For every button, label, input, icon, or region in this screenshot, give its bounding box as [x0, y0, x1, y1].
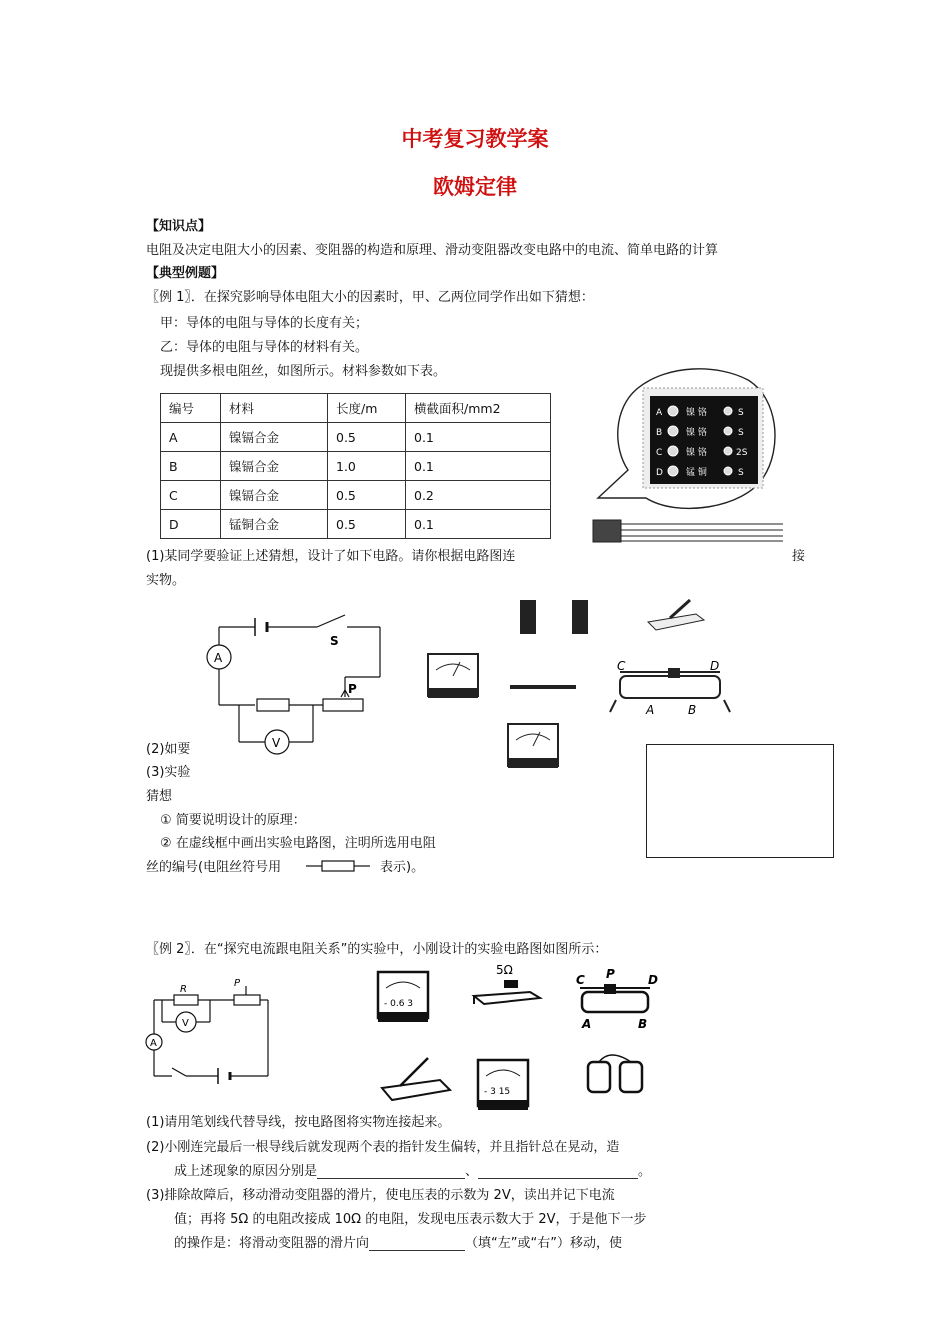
material-table: [160, 393, 551, 539]
rheostat-label-b: B: [688, 703, 697, 717]
board-size: S: [738, 428, 744, 438]
rheostat-label-b: B: [638, 1017, 648, 1031]
board-label-c: C: [656, 448, 663, 458]
table-header-row: [161, 394, 551, 423]
example1-q2: (2)如要: [146, 742, 191, 757]
board-material: 镍 铬: [686, 428, 707, 438]
rheostat-label-c: C: [576, 973, 585, 987]
table-header: 横截面积/mm2: [406, 394, 551, 423]
board-size: 2S: [736, 448, 748, 458]
table-cell: 0.5: [328, 481, 406, 510]
resistor-value-label: 5Ω: [496, 963, 513, 977]
table-cell: 1.0: [328, 452, 406, 481]
example2-q3-cont: 值；再将 5Ω 的电阻改接成 10Ω 的电阻，发现电压表示数大于 2V，于是他下一步: [174, 1212, 647, 1227]
example2-q2-sep: 、: [465, 1164, 479, 1179]
example2-q3-cont2-end: （填“左”或“右”）移动，使: [465, 1236, 622, 1251]
table-cell: 镍镉合金: [221, 452, 328, 481]
switch-label: S: [330, 634, 339, 648]
examples-heading: 【典型例题】: [146, 266, 225, 281]
knowledge-heading: 【知识点】: [146, 219, 212, 234]
resistor-5ohm-icon: [474, 963, 540, 1004]
knowledge-text: 电阻及决定电阻大小的因素、变阻器的构造和原理、滑动变阻器改变电路中的电流、简单电路的计算: [146, 243, 719, 258]
rheostat-label-d: D: [710, 659, 720, 673]
table-cell: D: [161, 510, 221, 539]
switch-icon: [382, 1058, 450, 1100]
example1-q1-end: 接: [792, 549, 806, 564]
board-size: S: [738, 408, 744, 418]
rheostat-label-a: A: [582, 1017, 592, 1031]
voltmeter-icon: [478, 1060, 528, 1110]
example2-q3: (3)排除故障后，移动滑动变阻器的滑片，使电压表的示数为 2V，读出并记下电流: [146, 1188, 615, 1203]
table-cell: 镍镉合金: [221, 481, 328, 510]
table-cell: A: [161, 423, 221, 452]
board-material: 锰 铜: [686, 468, 707, 478]
rheostat-label-p: P: [606, 967, 615, 981]
table-row: [161, 423, 551, 452]
voltmeter-label: V: [272, 736, 281, 750]
voltmeter-label: V: [182, 1018, 189, 1029]
rheostat-label-c: C: [617, 659, 626, 673]
rheostat-label-d: D: [648, 973, 658, 987]
table-row: [161, 481, 551, 510]
ammeter-icon: [428, 654, 478, 698]
slider-label: P: [348, 682, 357, 696]
slider-label: P: [234, 978, 241, 989]
rheostat-icon: [576, 967, 658, 1031]
table-cell: 0.1: [406, 510, 551, 539]
voltmeter-scale: - 3 15: [484, 1087, 511, 1097]
battery-icon: [572, 600, 588, 634]
ammeter-label: A: [150, 1038, 157, 1049]
example1-q3-b: ② 在虚线框中画出实验电路图，注明所选用电阻: [160, 836, 436, 851]
battery-icon: [588, 1055, 642, 1092]
table-cell: 锰铜合金: [221, 510, 328, 539]
table-header: 编号: [161, 394, 221, 423]
example1-guess-b: 乙：导体的电阻与导体的材料有关。: [160, 340, 369, 355]
example1-q3-c-end: 表示)。: [380, 860, 425, 875]
board-label-a: A: [656, 408, 663, 418]
example1-q1-cont: 实物。: [146, 573, 186, 588]
table-cell: 0.5: [328, 510, 406, 539]
page-title: 中考复习教学案: [401, 127, 549, 151]
voltmeter-icon: [508, 724, 558, 768]
table-row: [161, 510, 551, 539]
example2-apparatus-figure: [370, 962, 670, 1132]
table-cell: 0.2: [406, 481, 551, 510]
table-cell: 镍镉合金: [221, 423, 328, 452]
example1-q3-cont: 猜想: [146, 789, 173, 804]
example1-circuit-diagram: [195, 605, 395, 765]
example2-q2: (2)小刚连完最后一根导线后就发现两个表的指针发生偏转，并且指针总在晃动，造: [146, 1140, 620, 1155]
example2-circuit-diagram: [138, 972, 278, 1084]
table-cell: C: [161, 481, 221, 510]
example1-intro: 〖例 1〗．在探究影响导体电阻大小的因素时，甲、乙两位同学作出如下猜想：: [146, 290, 594, 305]
example1-guess-a: 甲：导体的电阻与导体的长度有关；: [160, 316, 369, 331]
answer-blank-2[interactable]: [478, 1164, 638, 1179]
ammeter-label: A: [214, 651, 223, 665]
table-cell: B: [161, 452, 221, 481]
ammeter-icon: [378, 972, 428, 1022]
switch-icon: [648, 600, 704, 630]
battery-icon: [520, 600, 536, 634]
board-material: 镍 铬: [686, 408, 707, 418]
resistor-symbol-icon: [306, 858, 370, 874]
example2-q1: (1)请用笔划线代替导线，按电路图将实物连接起来。: [146, 1115, 451, 1130]
example1-q3-c: 丝的编号(电阻丝符号用: [146, 860, 282, 875]
board-label-d: D: [656, 468, 663, 478]
table-row: [161, 452, 551, 481]
example1-q3-a: ① 简要说明设计的原理：: [160, 813, 306, 828]
table-header: 长度/m: [328, 394, 406, 423]
example1-q3: (3)实验: [146, 765, 191, 780]
board-material: 镍 铬: [686, 448, 707, 458]
example2-q2-cont: 成上述现象的原因分别是: [174, 1164, 318, 1179]
table-cell: 0.1: [406, 423, 551, 452]
circuit-drawing-box[interactable]: [646, 744, 834, 858]
answer-blank-3[interactable]: [369, 1236, 465, 1251]
example2-q3-cont2: 的操作是：将滑动变阻器的滑片向: [174, 1236, 370, 1251]
table-cell: 0.1: [406, 452, 551, 481]
example1-q1: (1)某同学要验证上述猜想，设计了如下电路。请你根据电路图连: [146, 549, 516, 564]
rheostat-label-a: A: [646, 703, 655, 717]
resistor-label: R: [180, 984, 187, 995]
example2-intro: 〖例 2〗．在“探究电流跟电阻关系”的实验中，小刚设计的实验电路图如图所示：: [146, 942, 608, 957]
table-header: 材料: [221, 394, 328, 423]
page-subtitle: 欧姆定律: [433, 175, 517, 199]
board-size: S: [738, 468, 744, 478]
answer-blank-1[interactable]: [317, 1164, 465, 1179]
rheostat-icon: [610, 668, 730, 712]
resistance-wire-board-figure: [588, 358, 788, 548]
example1-provide: 现提供多根电阻丝，如图所示。材料参数如下表。: [160, 364, 447, 379]
ammeter-scale: - 0.6 3: [384, 999, 414, 1009]
board-label-b: B: [656, 428, 663, 438]
table-cell: 0.5: [328, 423, 406, 452]
example2-q2-end: 。: [638, 1164, 652, 1179]
